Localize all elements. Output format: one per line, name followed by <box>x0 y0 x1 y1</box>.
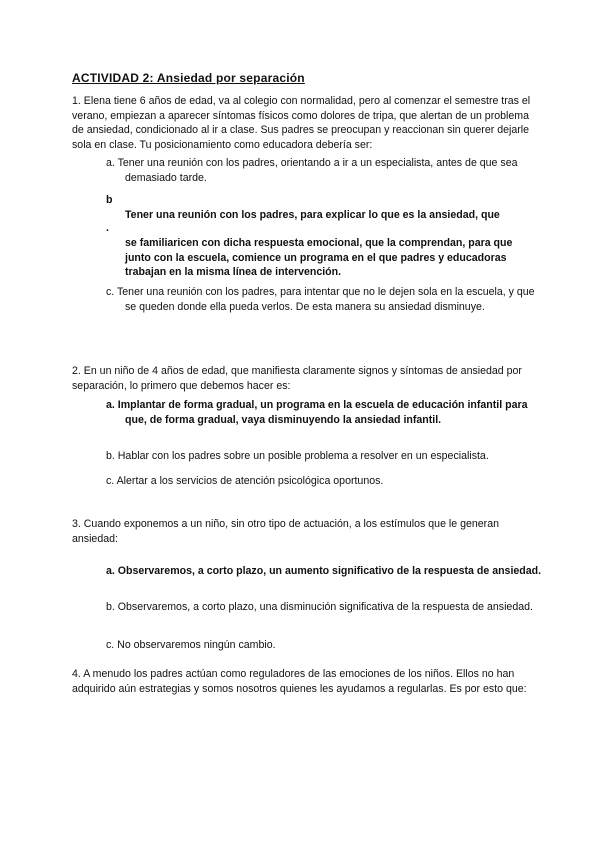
question-1-text: 1. Elena tiene 6 años de edad, va al colegio con normalidad, pero al comenzar el semestre tras el verano, empiezan a aparecer síntomas físicos como dolores de tripa, que alertan de un problema de ansiedad, condicionado al ir a clase. Sus padres se preocupan y reaccionan sin querer dejarle sola en clase. Tu posicionamiento como educadora debería ser: <box>72 95 531 151</box>
question-1-option-b-line1: Tener una reunión con los padres, para explicar lo que es la ansiedad, que <box>125 209 500 221</box>
question-3-option-c: c. No observaremos ningún cambio. <box>106 639 276 651</box>
question-1-option-b-letter: b <box>106 194 113 206</box>
question-2-option-c: c. Alertar a los servicios de atención psicológica oportunos. <box>106 475 384 487</box>
question-2-text: 2. En un niño de 4 años de edad, que manifiesta claramente signos y síntomas de ansiedad por separación, lo primero que debemos hacer es: <box>72 365 522 392</box>
question-2-option-b: b. Hablar con los padres sobre un posible problema a resolver en un especialista. <box>106 450 489 462</box>
page-title: ACTIVIDAD 2: Ansiedad por separación <box>72 71 305 85</box>
question-1-option-a: a. Tener una reunión con los padres, orientando a ir a un especialista, antes de que sea demasiado tarde. <box>106 157 518 184</box>
question-1-option-c: c. Tener una reunión con los padres, para intentar que no le dejen sola en la escuela, y que se queden donde ella pueda verlos. De esta manera su ansiedad disminuye. <box>106 286 535 313</box>
question-2-option-a: a. Implantar de forma gradual, un programa en la escuela de educación infantil para que, de forma gradual, vaya disminuyendo la ansiedad infantil. <box>106 399 528 426</box>
question-1-option-b-rest: se familiaricen con dicha respuesta emocional, que la comprendan, para que junto con la escuela, comience un programa en el que padres y educadoras trabajan en la misma línea de intervención. <box>125 237 513 279</box>
question-4-text: 4. A menudo los padres actúan como reguladores de las emociones de los niños. Ellos no han adquirido aún estrategias y somos nosotros quienes les ayudamos a regularlas. Es por esto que: <box>72 668 527 695</box>
question-3-text: 3. Cuando exponemos a un niño, sin otro tipo de actuación, a los estímulos que le generan ansiedad: <box>72 518 499 545</box>
question-1-option-b-dot: . <box>106 222 109 234</box>
question-3-option-b: b. Observaremos, a corto plazo, una disminución significativa de la respuesta de ansiedad. <box>106 601 533 613</box>
question-3-option-a: a. Observaremos, a corto plazo, un aumento significativo de la respuesta de ansiedad. <box>106 565 542 577</box>
